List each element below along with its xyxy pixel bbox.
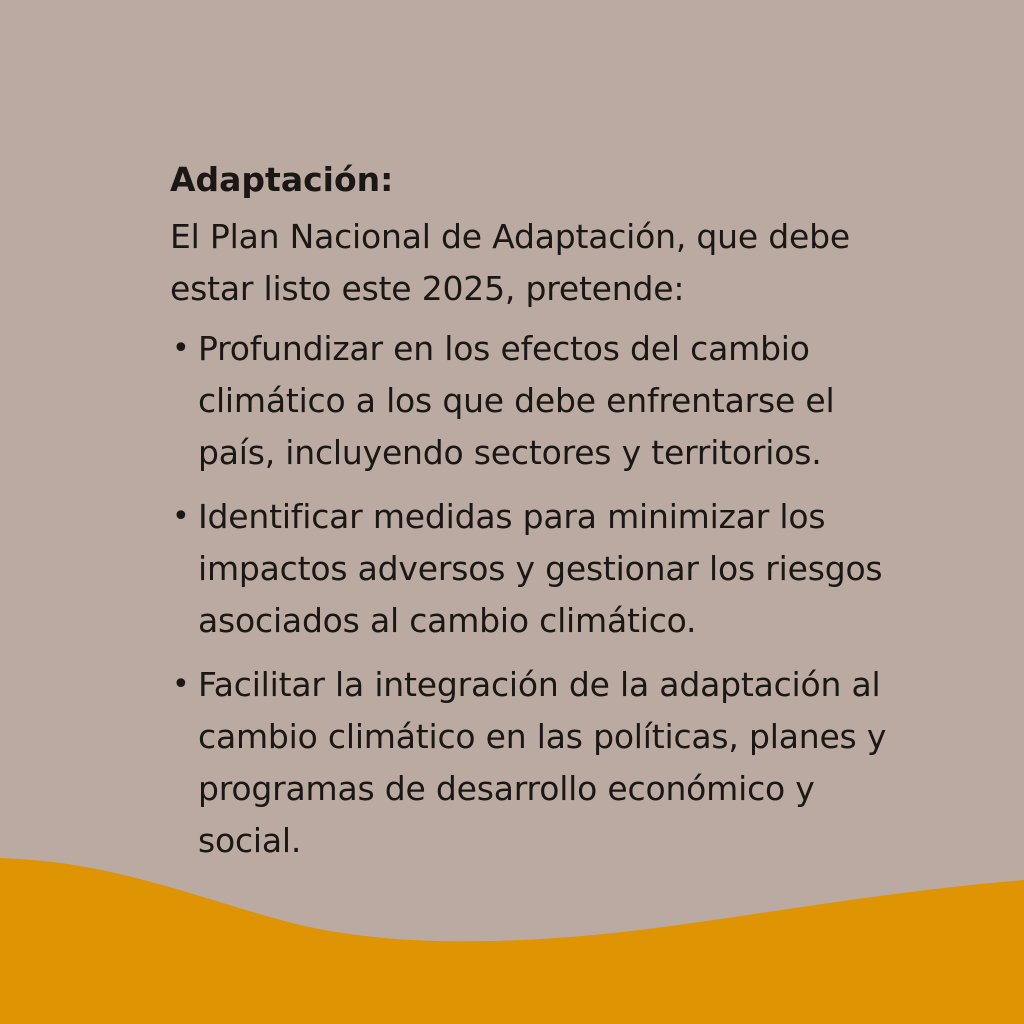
bullet-item-effects [170,323,890,479]
bullet-text: Facilitar la integración de la adaptación al cambio climático en las políticas, planes y programas de desarrollo económico y social. [198,665,887,860]
adaptation-section [170,155,890,879]
bullet-dot: • [172,499,190,534]
bullet-item-integration [170,659,890,867]
bullet-dot: • [172,331,190,366]
bullet-list [170,323,890,867]
section-heading: Adaptación: [170,160,394,199]
bullet-text: Profundizar en los efectos del cambio climático a los que debe enfrentarse el país, incluyendo sectores y territorios. [198,329,835,472]
wave-shape [0,858,1024,1024]
bullet-text: Identificar medidas para minimizar los impactos adversos y gestionar los riesgos asociados al cambio climático. [198,497,883,640]
bullet-item-measures [170,491,890,647]
intro-paragraph: El Plan Nacional de Adaptación, que debe estar listo este 2025, pretende: [170,217,850,308]
bullet-dot: • [172,667,190,702]
